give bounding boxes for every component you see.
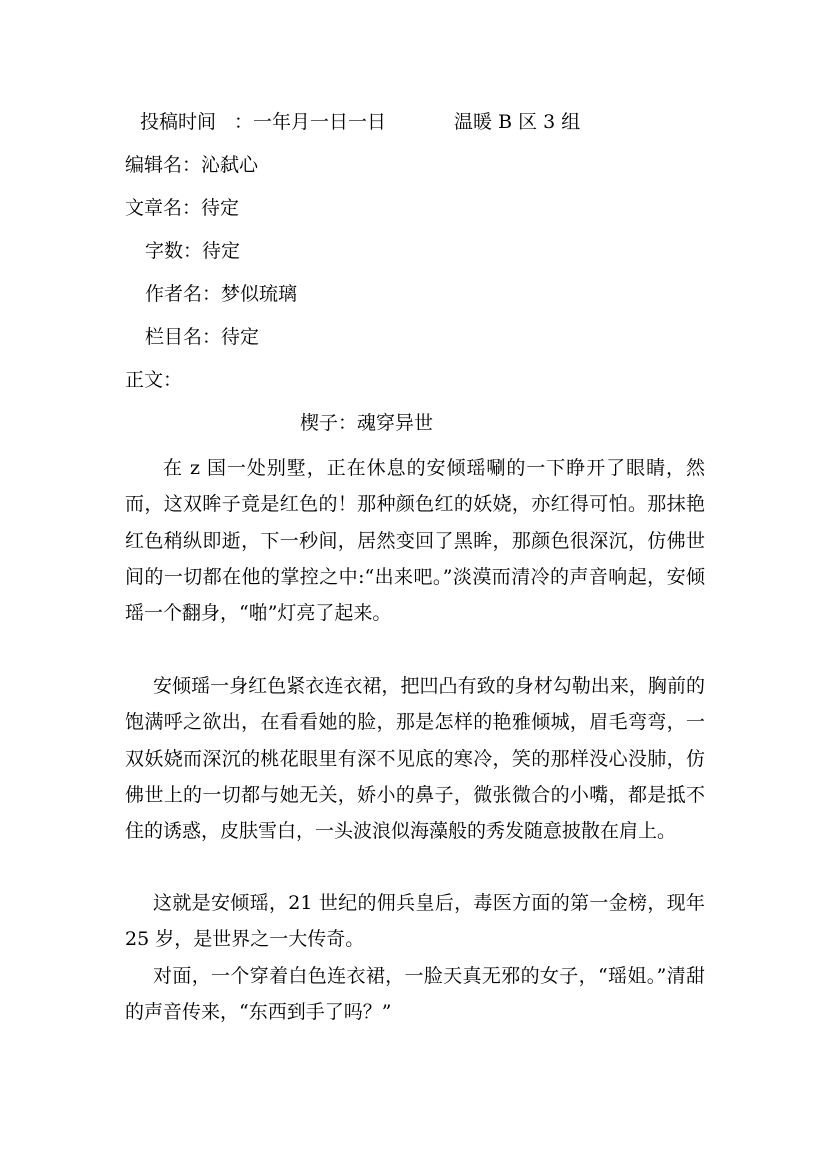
body-paragraph-1: 在 z 国一处别墅，正在休息的安倾瑶唰的一下睁开了眼睛，然而，这双眸子竟是红色的！那种颜色红的妖娆，亦红得可怕。那抹艳红色稍纵即逝，下一秒间，居然变回了黑眸，那颜色很深沉，仿佛世间的一切都在他的掌控之中:“出来吧。”淡漠而清冷的声音响起，安倾瑶一个翻身，“啪”灯亮了起来。 (125, 457, 705, 625)
body-paragraph-3: 这就是安倾瑶，21 世纪的佣兵皇后，毒医方面的第一金榜，现年 25 岁，是世界之一大传奇。 (125, 892, 705, 951)
body-label: 正文： (125, 369, 183, 391)
body-paragraph-4: 对面，一个穿着白色连衣裙，一脸天真无邪的女子，“瑶姐。”清甜的声音传来，“东西到手了吗？” (125, 965, 705, 1024)
chapter-title: 楔子：魂穿异世 (300, 412, 434, 434)
submission-date: ：一年月一日一日 (234, 111, 387, 133)
article-title: 文章名：待定 (125, 197, 240, 219)
submission-time-label: 投稿时间 (140, 111, 217, 133)
body-paragraph-2: 安倾瑶一身红色紧衣连衣裙，把凹凸有致的身材勾勒出来，胸前的饱满呼之欲出，在看看她的脸，那是怎样的艳雅倾城，眉毛弯弯，一双妖娆而深沉的桃花眼里有深不见底的寒冷，笑的那样没心没肺，仿佛世上的一切都与她无关，娇小的鼻子，微张微合的小嘴，都是抵不住的诱惑，皮肤雪白，一头波浪似海藻般的秀发随意披散在肩上。 (125, 675, 705, 843)
editor-name: 编辑名：沁弑心 (125, 154, 259, 176)
word-count: 字数：待定 (145, 240, 241, 262)
group-name: 温暖 B 区 3 组 (454, 111, 581, 133)
column-name: 栏目名：待定 (145, 326, 260, 348)
author-name: 作者名：梦似琉璃 (145, 283, 298, 305)
submission-header (140, 111, 580, 133)
